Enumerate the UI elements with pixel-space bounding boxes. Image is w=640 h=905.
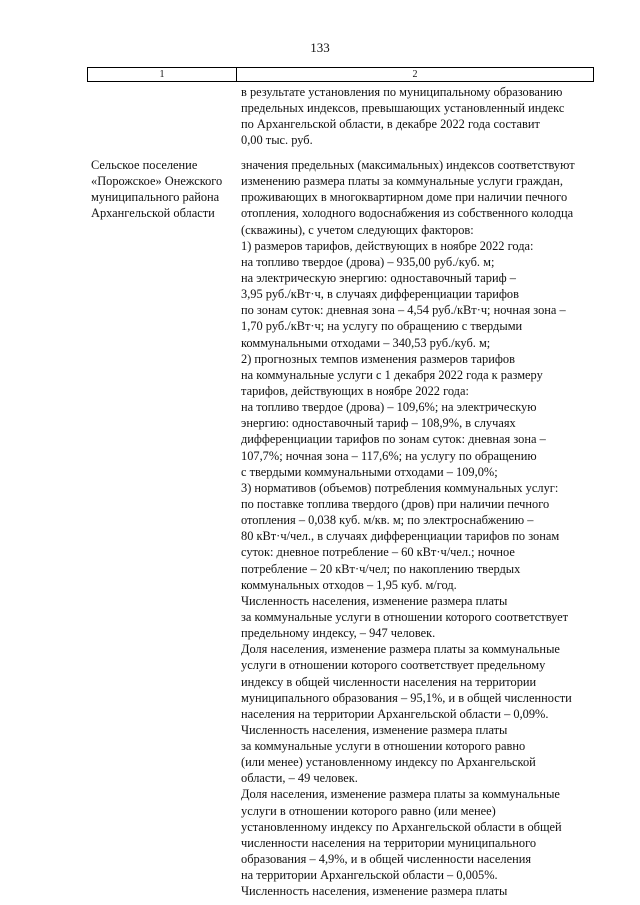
text-line: 80 кВт·ч/чел., в случаях дифференциации тарифов по зонам	[241, 529, 560, 544]
text-line: Сельское поселение	[91, 158, 198, 172]
text-line: области, – 49 человек.	[241, 771, 358, 786]
text-line: 1,70 руб./кВт·ч; на услугу по обращению с твердыми	[241, 319, 523, 334]
text-line: услуги в отношении которого равно (или менее)	[241, 803, 496, 818]
text-line: (скважины), с учетом следующих факторов:	[241, 222, 474, 237]
text-line: дифференциации тарифов по зонам суток: дневная зона –	[241, 432, 546, 447]
text-line: на территории Архангельской области – 0,005%.	[241, 868, 498, 883]
text-line: установленному индексу по Архангельской области в общей	[241, 819, 562, 834]
text-line: потребление – 20 кВт·ч/чел; по накоплению твердых	[241, 561, 521, 576]
table-header-col-1: 1	[88, 68, 237, 81]
table-header-row	[87, 67, 594, 82]
text-line: Численность населения, изменение размера платы	[241, 593, 508, 608]
text-line: отопления – 0,038 куб. м/кв. м; по электроснабжению –	[241, 513, 534, 528]
text-line: по поставке топлива твердого (дров) при наличии печного	[241, 496, 550, 511]
text-line: предельных индексов, превышающих установленный индекс	[241, 101, 565, 116]
text-line: услуги в отношении которого соответствует предельному	[241, 658, 546, 673]
text-line: муниципального образования – 95,1%, и в общей численности	[241, 690, 572, 705]
text-line: 107,7%; ночная зона – 117,6%; на услугу по обращению	[241, 448, 537, 463]
text-line: по Архангельской области, в декабре 2022 года составит	[241, 117, 540, 132]
text-line: 1) размеров тарифов, действующих в ноябре 2022 года:	[241, 238, 534, 253]
text-line: 3,95 руб./кВт·ч, в случаях дифференциации тарифов	[241, 287, 519, 302]
text-line: за коммунальные услуги в отношении которого равно	[241, 739, 526, 754]
text-line: населения на территории Архангельской области – 0,09%.	[241, 706, 549, 721]
municipality-name	[91, 157, 239, 222]
text-line: предельному индексу, – 947 человек.	[241, 626, 436, 641]
text-line: энергию: одноставочный тариф – 108,9%, в случаях	[241, 416, 516, 431]
text-line: с твердыми коммунальными отходами – 109,0%;	[241, 464, 498, 479]
text-line: суток: дневное потребление – 60 кВт·ч/чел.; ночное	[241, 545, 515, 560]
text-line: значения предельных (максимальных) индексов соответствуют	[241, 158, 575, 172]
text-line: на коммунальные услуги с 1 декабря 2022 года к размеру	[241, 367, 543, 382]
text-line: Доля населения, изменение размера платы за коммунальные	[241, 642, 560, 657]
text-line: образования – 4,9%, и в общей численности населения	[241, 852, 532, 867]
text-line: тарифов, действующих в ноябре 2022 года:	[241, 383, 469, 398]
text-line: Доля населения, изменение размера платы за коммунальные	[241, 787, 560, 802]
text-line: за коммунальные услуги в отношении которого соответствует	[241, 609, 569, 624]
text-line: на электрическую энергию: одноставочный тариф –	[241, 270, 516, 285]
text-line: Численность населения, изменение размера платы	[241, 884, 508, 899]
text-line: численности населения на территории муниципального	[241, 835, 537, 850]
text-line: по зонам суток: дневная зона – 4,54 руб./кВт·ч; ночная зона –	[241, 303, 566, 318]
text-line: Архангельской области	[91, 206, 215, 221]
text-line: на топливо твердое (дрова) – 109,6%; на электрическую	[241, 400, 537, 415]
municipality-description	[241, 157, 601, 899]
text-line: (или менее) установленному индексу по Архангельской	[241, 755, 536, 770]
page-number: 133	[310, 40, 330, 55]
text-line: Численность населения, изменение размера платы	[241, 722, 508, 737]
text-line: муниципального района	[91, 190, 220, 205]
text-line: 0,00 тыс. руб.	[241, 133, 313, 148]
text-line: коммунальных отходов – 1,95 куб. м/год.	[241, 577, 457, 592]
text-line: отопления, холодного водоснабжения из собственного колодца	[241, 206, 574, 221]
table-header-col-2: 2	[412, 69, 418, 80]
text-line: индексу в общей численности населения на территории	[241, 674, 537, 689]
text-line: изменению размера платы за коммунальные услуги граждан,	[241, 174, 563, 189]
continued-paragraph	[241, 84, 601, 149]
text-line: «Порожское» Онежского	[91, 174, 223, 189]
text-line: 2) прогнозных темпов изменения размеров тарифов	[241, 351, 515, 366]
text-line: 3) нормативов (объемов) потребления коммунальных услуг:	[241, 480, 559, 495]
text-line: коммунальными отходами – 340,53 руб./куб. м;	[241, 335, 491, 350]
text-line: в результате установления по муниципальному образованию	[241, 85, 563, 99]
text-line: на топливо твердое (дрова) – 935,00 руб./куб. м;	[241, 254, 495, 269]
text-line: проживающих в многоквартирном доме при наличии печного	[241, 190, 568, 205]
